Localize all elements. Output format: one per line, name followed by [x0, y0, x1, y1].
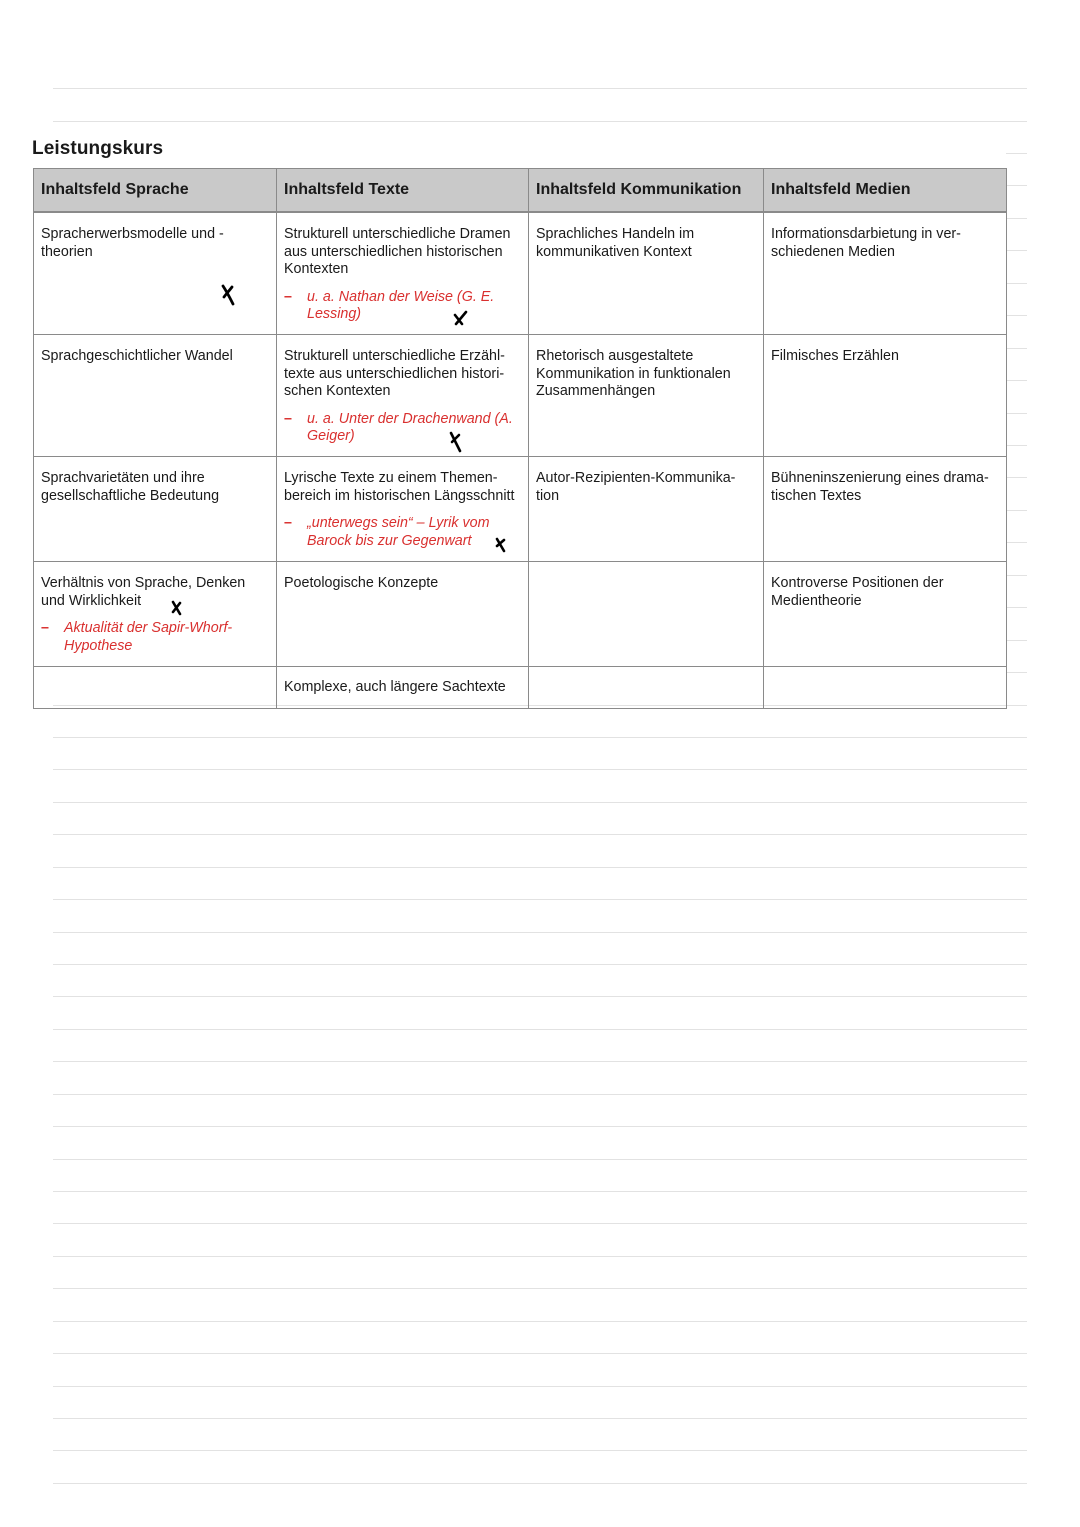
ruled-line [1006, 607, 1027, 608]
cell-kommunikation [529, 457, 764, 562]
ruled-line [53, 1126, 1027, 1127]
ruled-line [1006, 542, 1027, 543]
cell-text: Informationsdarbietung in ver-schiedenen Medien [771, 226, 961, 260]
cell-text: Kontroverse Positionen der Medientheorie [771, 575, 944, 609]
sub-item-text: u. a. Unter der Drachenwand (A. Geiger) [307, 410, 513, 444]
cell-texte [277, 335, 529, 457]
cell-sprache [34, 667, 277, 709]
cell-sprache [34, 212, 277, 335]
ruled-line [1006, 185, 1027, 186]
cell-sprache [34, 335, 277, 457]
header-medien: Inhaltsfeld Medien [764, 169, 1007, 213]
sub-dash: – [284, 288, 292, 305]
cell-texte [277, 562, 529, 667]
ruled-line [53, 1029, 1027, 1030]
cell-text: Bühneninszenierung eines drama-tischen Textes [771, 470, 989, 504]
ruled-line [1006, 283, 1027, 284]
cell-kommunikation [529, 212, 764, 335]
cell-text: Rhetorisch ausgestaltete Kommunikation in funktionalen Zusammenhängen [536, 348, 731, 399]
ruled-line [53, 834, 1027, 835]
cell-medien [764, 667, 1007, 709]
ruled-line [53, 1386, 1027, 1387]
ruled-line [53, 1223, 1027, 1224]
ruled-line [53, 1353, 1027, 1354]
cell-text: Autor-Rezipienten-Kommunika-tion [536, 470, 736, 504]
cell-medien [764, 562, 1007, 667]
cell-texte [277, 457, 529, 562]
table-row [34, 562, 1007, 667]
sub-item [284, 411, 521, 446]
table-row [34, 335, 1007, 457]
cell-text: Verhältnis von Sprache, Denken und Wirklichkeit [41, 575, 246, 609]
inhaltsfelder-table [33, 168, 1007, 709]
handwritten-x-mark-icon [449, 431, 463, 451]
cell-medien [764, 212, 1007, 335]
cell-sprache [34, 457, 277, 562]
sub-item [284, 515, 521, 550]
ruled-line [1006, 250, 1027, 251]
cell-text: Poetologische Konzepte [284, 575, 439, 591]
handwritten-x-mark-icon [170, 600, 184, 620]
table-row [34, 212, 1007, 335]
ruled-line [53, 1191, 1027, 1192]
ruled-line [1006, 575, 1027, 576]
ruled-line [53, 1321, 1027, 1322]
ruled-line [1006, 640, 1027, 641]
header-kommunikation: Inhaltsfeld Kommunikation [529, 169, 764, 213]
header-sprache: Inhaltsfeld Sprache [34, 169, 277, 213]
ruled-line [53, 932, 1027, 933]
table-row [34, 667, 1007, 709]
ruled-line [53, 737, 1027, 738]
ruled-line [53, 1256, 1027, 1257]
cell-text: Spracherwerbsmodelle und -theorien [41, 226, 224, 260]
cell-texte [277, 212, 529, 335]
ruled-line [53, 1450, 1027, 1451]
table-header-row [34, 169, 1007, 213]
ruled-line [1006, 348, 1027, 349]
sub-dash: – [284, 515, 292, 531]
ruled-line [53, 802, 1027, 803]
cell-text: Strukturell unterschiedliche Erzähl-texte aus unterschiedlichen histori-schen Kontexten [284, 348, 505, 399]
ruled-line [53, 867, 1027, 868]
ruled-line [53, 1483, 1027, 1484]
sub-item-text: u. a. Nathan der Weise (G. E. Lessing) [307, 288, 495, 322]
ruled-line [53, 1159, 1027, 1160]
cell-text: Strukturell unterschiedliche Dramen aus unterschiedlichen historischen Kontexten [284, 226, 511, 277]
table-row [34, 457, 1007, 562]
cell-text: Sprachgeschichtlicher Wandel [41, 348, 233, 364]
sub-item [41, 620, 269, 655]
cell-text: Lyrische Texte zu einem Themen-bereich im historischen Längsschnitt [284, 470, 515, 504]
cell-kommunikation [529, 667, 764, 709]
sub-item [284, 289, 521, 324]
ruled-line [53, 1061, 1027, 1062]
ruled-line [1006, 477, 1027, 478]
ruled-line [1006, 315, 1027, 316]
sub-item-text: „unterwegs sein“ – Lyrik vom Barock bis zur Gegenwart [307, 515, 490, 549]
ruled-line [53, 1288, 1027, 1289]
ruled-line [53, 769, 1027, 770]
handwritten-x-mark-icon [221, 284, 235, 304]
cell-kommunikation [529, 335, 764, 457]
ruled-line [53, 1418, 1027, 1419]
cell-medien [764, 457, 1007, 562]
handwritten-x-mark-icon [453, 310, 467, 330]
cell-kommunikation [529, 562, 764, 667]
cell-texte [277, 667, 529, 709]
cell-text: Sprachliches Handeln im kommunikativen Kontext [536, 226, 695, 260]
ruled-line [1006, 413, 1027, 414]
ruled-line [53, 121, 1027, 122]
ruled-line [1006, 153, 1027, 154]
cell-medien [764, 335, 1007, 457]
handwritten-x-mark-icon [494, 537, 508, 557]
sub-dash: – [284, 410, 292, 427]
header-texte: Inhaltsfeld Texte [277, 169, 529, 213]
ruled-line [53, 964, 1027, 965]
ruled-line [1006, 445, 1027, 446]
section-title: Leistungskurs [32, 138, 164, 159]
sub-dash: – [41, 620, 49, 636]
cell-text: Komplexe, auch längere Sachtexte [284, 679, 506, 695]
ruled-line [53, 899, 1027, 900]
ruled-line [53, 88, 1027, 89]
cell-text: Sprachvarietäten und ihre gesellschaftliche Bedeutung [41, 470, 220, 504]
ruled-line [1006, 380, 1027, 381]
ruled-line [53, 996, 1027, 997]
ruled-line [1006, 218, 1027, 219]
sub-item-text: Aktualität der Sapir-Whorf-Hypothese [64, 620, 233, 654]
ruled-line [1006, 510, 1027, 511]
cell-sprache [34, 562, 277, 667]
ruled-line [53, 1094, 1027, 1095]
cell-text: Filmisches Erzählen [771, 348, 899, 364]
ruled-line [1006, 672, 1027, 673]
